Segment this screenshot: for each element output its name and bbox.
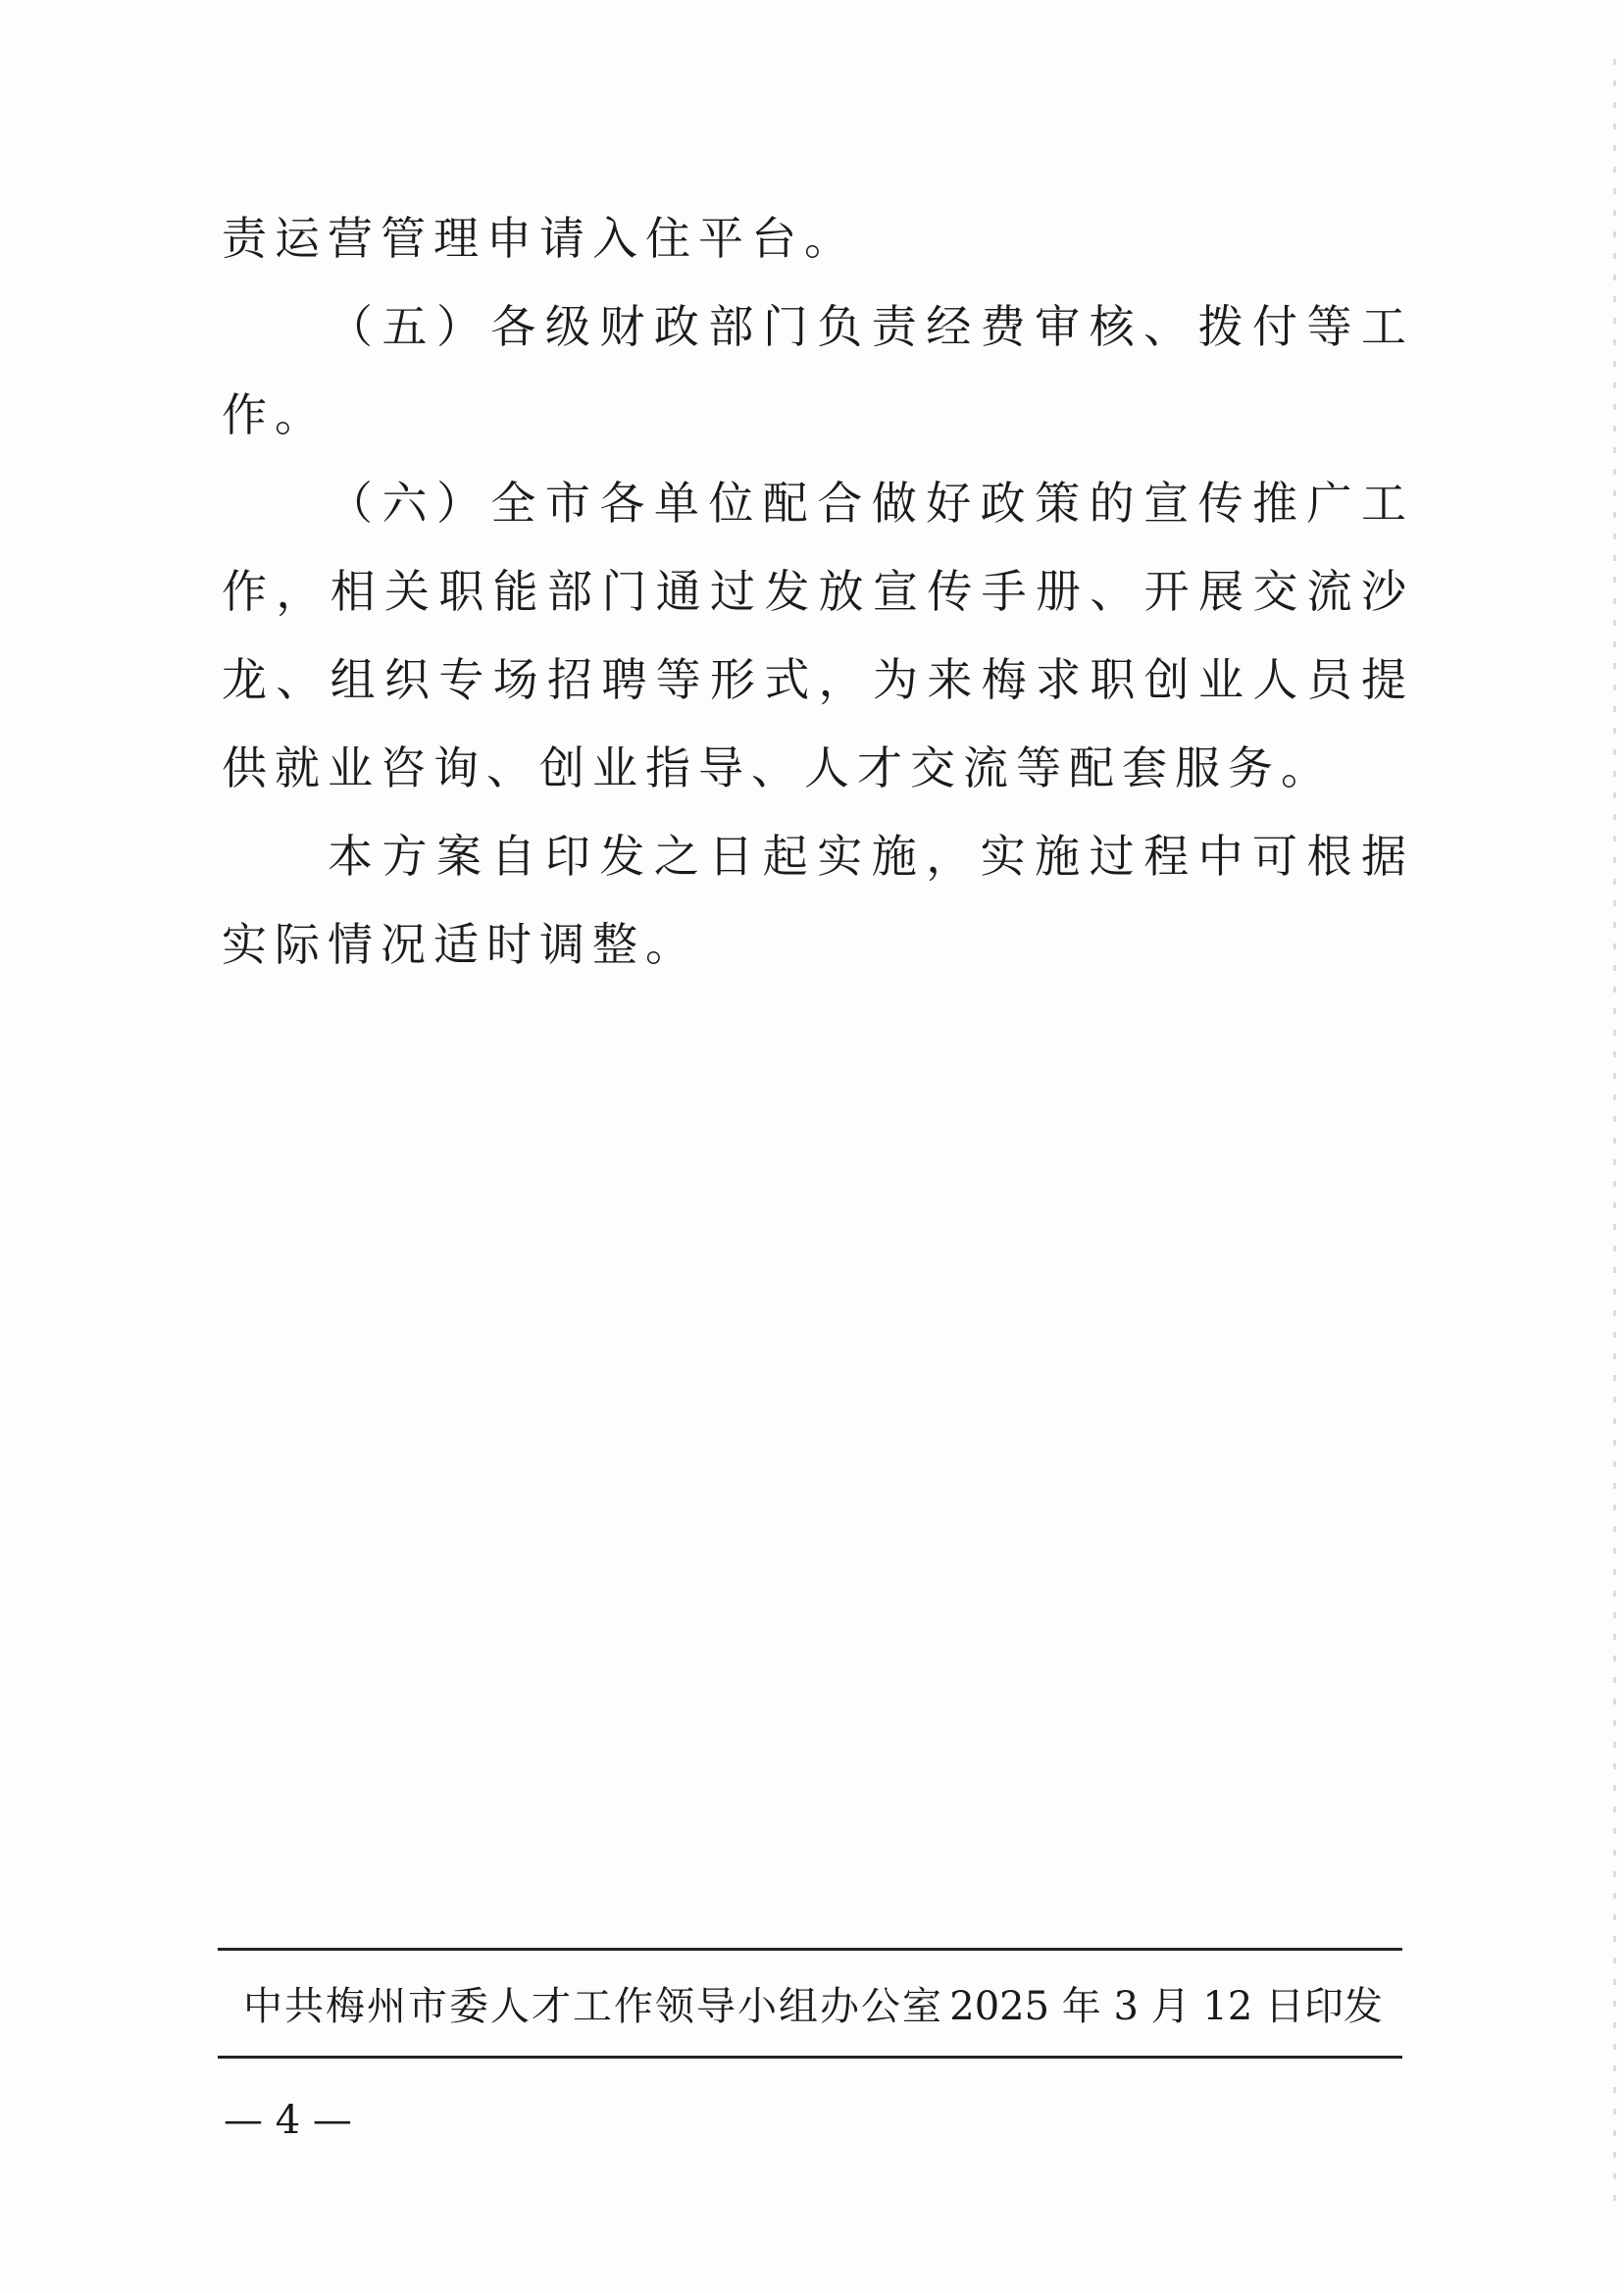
paragraph-item-5: （五）各级财政部门负责经费审核、拨付等工作。 <box>222 300 1414 441</box>
footer-rule-top <box>218 1948 1402 1951</box>
body-text <box>222 194 1414 989</box>
footer-issue-date: 2025 年 3 月 12 日印发 <box>949 1984 1383 2029</box>
paragraph-implementation: 本方案自印发之日起实施，实施过程中可根据实际情况适时调整。 <box>222 830 1414 971</box>
page-number: — 4 — <box>224 2098 352 2143</box>
scan-edge-artifact <box>1613 59 1616 2217</box>
paragraph-item-6: （六）全市各单位配合做好政策的宣传推广工作，相关职能部门通过发放宣传手册、开展交流沙龙、组织专场招聘等形式，为来梅求职创业人员提供就业咨询、创业指导、人才交流等配套服务。 <box>222 477 1414 794</box>
paragraph-continuation: 责运营管理申请入住平台。 <box>222 212 857 265</box>
footer-rule-bottom <box>218 2056 1402 2059</box>
footer-issuer: 中共梅州市委人才工作领导小组办公室 <box>243 1984 943 2029</box>
